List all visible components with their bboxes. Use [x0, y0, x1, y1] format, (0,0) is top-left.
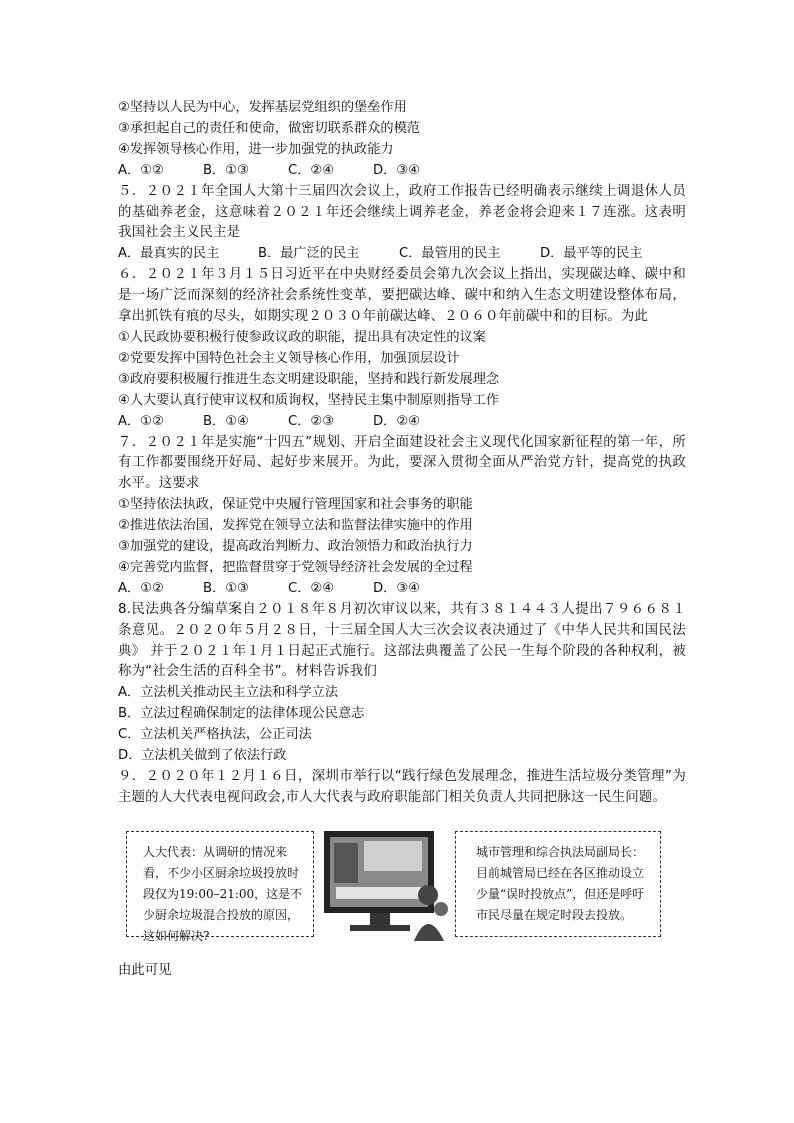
option-c[interactable]: C．②④ — [288, 580, 335, 596]
q4-item-2: ②坚持以人民为中心，发挥基层党组织的堡垒作用 — [118, 100, 407, 115]
q6-options — [118, 412, 686, 433]
q8-option-d[interactable]: D．立法机关做到了依法行政 — [118, 748, 287, 764]
q5-options — [118, 244, 686, 265]
tv-base — [350, 925, 410, 931]
official-speech-box: 城市管理和综合执法局副局长：目前城管局已经在各区推动设立少量“误时投放点”，但还是呼吁市民尽量在规定时段去投放。 — [455, 831, 661, 937]
q4-item-4: ④发挥领导核心作用，进一步加强党的执政能力 — [118, 141, 394, 157]
option-b[interactable]: B．①③ — [203, 162, 249, 178]
q7-item-4: ④完善党内监督，把监督贯穿于党领导经济社会发展的全过程 — [118, 559, 473, 575]
viewer-head-2 — [434, 902, 448, 916]
q4-item-3: ③承担起自己的责任和使命，做密切联系群众的模范 — [118, 120, 420, 136]
option-b[interactable]: B．①③ — [203, 580, 249, 596]
tv-screen-panel — [364, 841, 422, 871]
tv-illustration — [320, 825, 450, 941]
option-b[interactable]: B．最广泛的民主 — [258, 246, 360, 262]
q7-item-3: ③加强党的建设，提高政治判断力、政治领悟力和政治执行力 — [118, 539, 473, 555]
q6-item-3: ③政府要积极履行推进生态文明建设职能，坚持和践行新发展理念 — [118, 371, 500, 387]
viewer-head — [418, 885, 438, 905]
viewer-body — [414, 924, 444, 941]
tv-screen-figure — [334, 843, 358, 883]
q8-stem: 8.民法典各分编草案自２０１８年８月初次审议以来，共有３８１４４３人提出７９６６８１条意见。２０２０年５月２８日，十三届全国人大三次会议表决通过了《中华人民共和国民法典》 并于２０２１年１月１日起正式施行。这部法典覆盖了公民一生每个阶段的各种权利，被称为“社会生活的百科全书”。材料告诉我们 — [118, 601, 686, 680]
q8-option-c[interactable]: C．立法机关严格执法，公正司法 — [118, 727, 312, 743]
option-d[interactable]: D．③④ — [373, 162, 420, 178]
question-page — [118, 98, 686, 982]
tv-stand — [370, 913, 390, 927]
q9-stem: ９．２０２０年１２月１６日，深圳市举行以“践行绿色发展理念，推进生活垃圾分类管理”为主题的人大代表电视问政会,市人大代表与政府职能部门相关负责人共同把脉这一民生问题。 — [118, 769, 686, 805]
tv-screen-banner — [336, 887, 422, 899]
q9-illustration — [118, 823, 686, 943]
option-d[interactable]: D．最平等的民主 — [540, 246, 643, 262]
q7-item-2: ②推进依法治国，发挥党在领导立法和监督法律实施中的作用 — [118, 518, 473, 534]
q7-options — [118, 579, 686, 600]
option-a[interactable]: A．①② — [118, 413, 164, 429]
q5-stem: ５．２０２１年全国人大第十三届四次会议上，政府工作报告已经明确表示继续上调退休人员的基础养老金，这意味着２０２１年还会继续上调养老金，养老金将会迎来１７连涨。这表明我国社会主义民主是 — [118, 183, 686, 241]
q6-item-4: ④人大要认真行使审议权和质询权，坚持民主集中制原则指导工作 — [118, 392, 500, 408]
option-c[interactable]: C．最管用的民主 — [399, 246, 501, 262]
q7-item-1: ①坚持依法执政，保证党中央履行管理国家和社会事务的职能 — [118, 497, 473, 513]
deputy-speech-box: 人大代表：从调研的情况来看，不少小区厨余垃圾投放时段仅为19:00–21:00，这是不少厨余垃圾混合投放的原因，这如何解决? — [126, 831, 314, 937]
q8-option-b[interactable]: B．立法过程确保制定的法律体现公民意志 — [118, 706, 365, 722]
option-a[interactable]: A．①② — [118, 580, 164, 596]
q9-conclusion: 由此可见 — [118, 962, 172, 978]
option-c[interactable]: C．②③ — [288, 413, 335, 429]
option-b[interactable]: B．①④ — [203, 413, 249, 429]
q7-stem: ７．２０２１年是实施“十四五”规划、开启全面建设社会主义现代化国家新征程的第一年，所有工作都要围绕开好局、起好步来展开。为此，要深入贯彻全面从严治党方针，提高党的执政水平。这要求 — [118, 434, 686, 492]
option-d[interactable]: D．②④ — [373, 413, 420, 429]
option-a[interactable]: A．①② — [118, 162, 164, 178]
option-c[interactable]: C．②④ — [288, 162, 335, 178]
option-a[interactable]: A．最真实的民主 — [118, 246, 220, 262]
q6-stem: ６．２０２１年３月１５日习近平在中央财经委员会第九次会议上指出，实现碳达峰、碳中和是一场广泛而深刻的经济社会系统性变革，要把碳达峰、碳中和纳入生态文明建设整体布局，拿出抓铁有痕的尽头，如期实现２０３０年前碳达峰、２０６０年前碳中和的目标。为此 — [118, 267, 686, 325]
q4-options — [118, 161, 686, 182]
q6-item-1: ①人民政协要积极行使参政议政的职能，提出具有决定性的议案 — [118, 329, 486, 345]
q6-item-2: ②党要发挥中国特色社会主义领导核心作用，加强顶层设计 — [118, 350, 460, 366]
q8-option-a[interactable]: A．立法机关推动民主立法和科学立法 — [118, 685, 339, 701]
option-d[interactable]: D．③④ — [373, 580, 420, 596]
